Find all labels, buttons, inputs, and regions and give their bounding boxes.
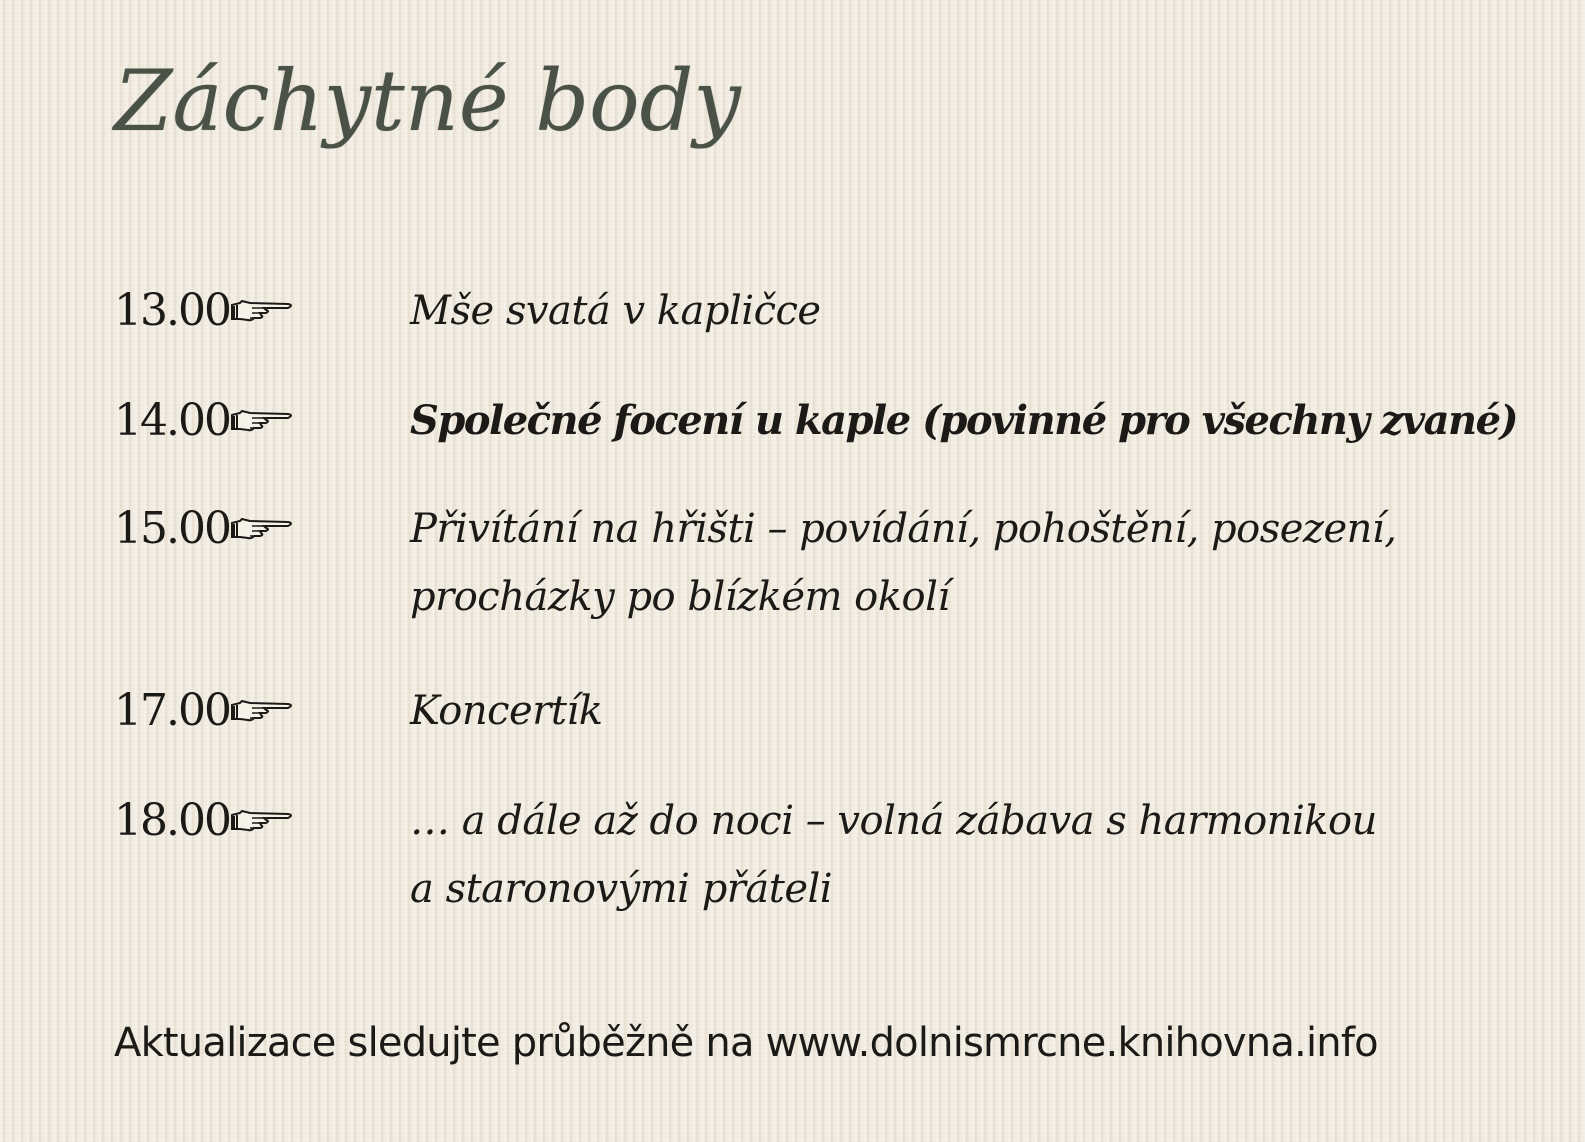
activity-line: Společné focení u kaple (povinné pro všechny zvané) [410, 397, 1517, 444]
schedule-row [114, 390, 1534, 452]
schedule-time: 17.00 [114, 685, 230, 736]
schedule-time: 18.00 [114, 795, 230, 846]
activity-line: Mše svatá v kapličce [410, 288, 821, 334]
activity-line: … a dále až do noci – volná zábava s harmonikou [410, 798, 1377, 844]
schedule-activity [410, 680, 1530, 748]
pointing-hand-icon [230, 390, 300, 452]
schedule-row [114, 790, 1534, 912]
activity-line: Koncertík [410, 688, 603, 734]
schedule-time: 14.00 [114, 395, 230, 446]
pointing-hand-icon [230, 790, 300, 852]
pointing-hand-icon [230, 680, 300, 742]
schedule-time: 15.00 [114, 503, 230, 554]
schedule-activity [410, 280, 1530, 348]
card-title: Záchytné body [114, 52, 741, 150]
schedule-row [114, 680, 1534, 742]
schedule-activity [410, 790, 1530, 926]
pointing-hand-icon [230, 280, 300, 342]
activity-line: procházky po blízkém okolí [410, 574, 950, 620]
schedule-activity [410, 390, 1530, 458]
schedule-row [114, 498, 1534, 620]
schedule-time: 13.00 [114, 285, 230, 336]
footer-note: Aktualizace sledujte průběžně na www.dolnismrcne.knihovna.info [114, 1020, 1378, 1066]
schedule-row [114, 280, 1534, 342]
pointing-hand-icon [230, 498, 300, 560]
schedule-activity [410, 498, 1530, 634]
activity-line: a staronovými přáteli [410, 866, 833, 912]
activity-line: Přivítání na hřišti – povídání, pohoštění, posezení, [410, 506, 1397, 552]
